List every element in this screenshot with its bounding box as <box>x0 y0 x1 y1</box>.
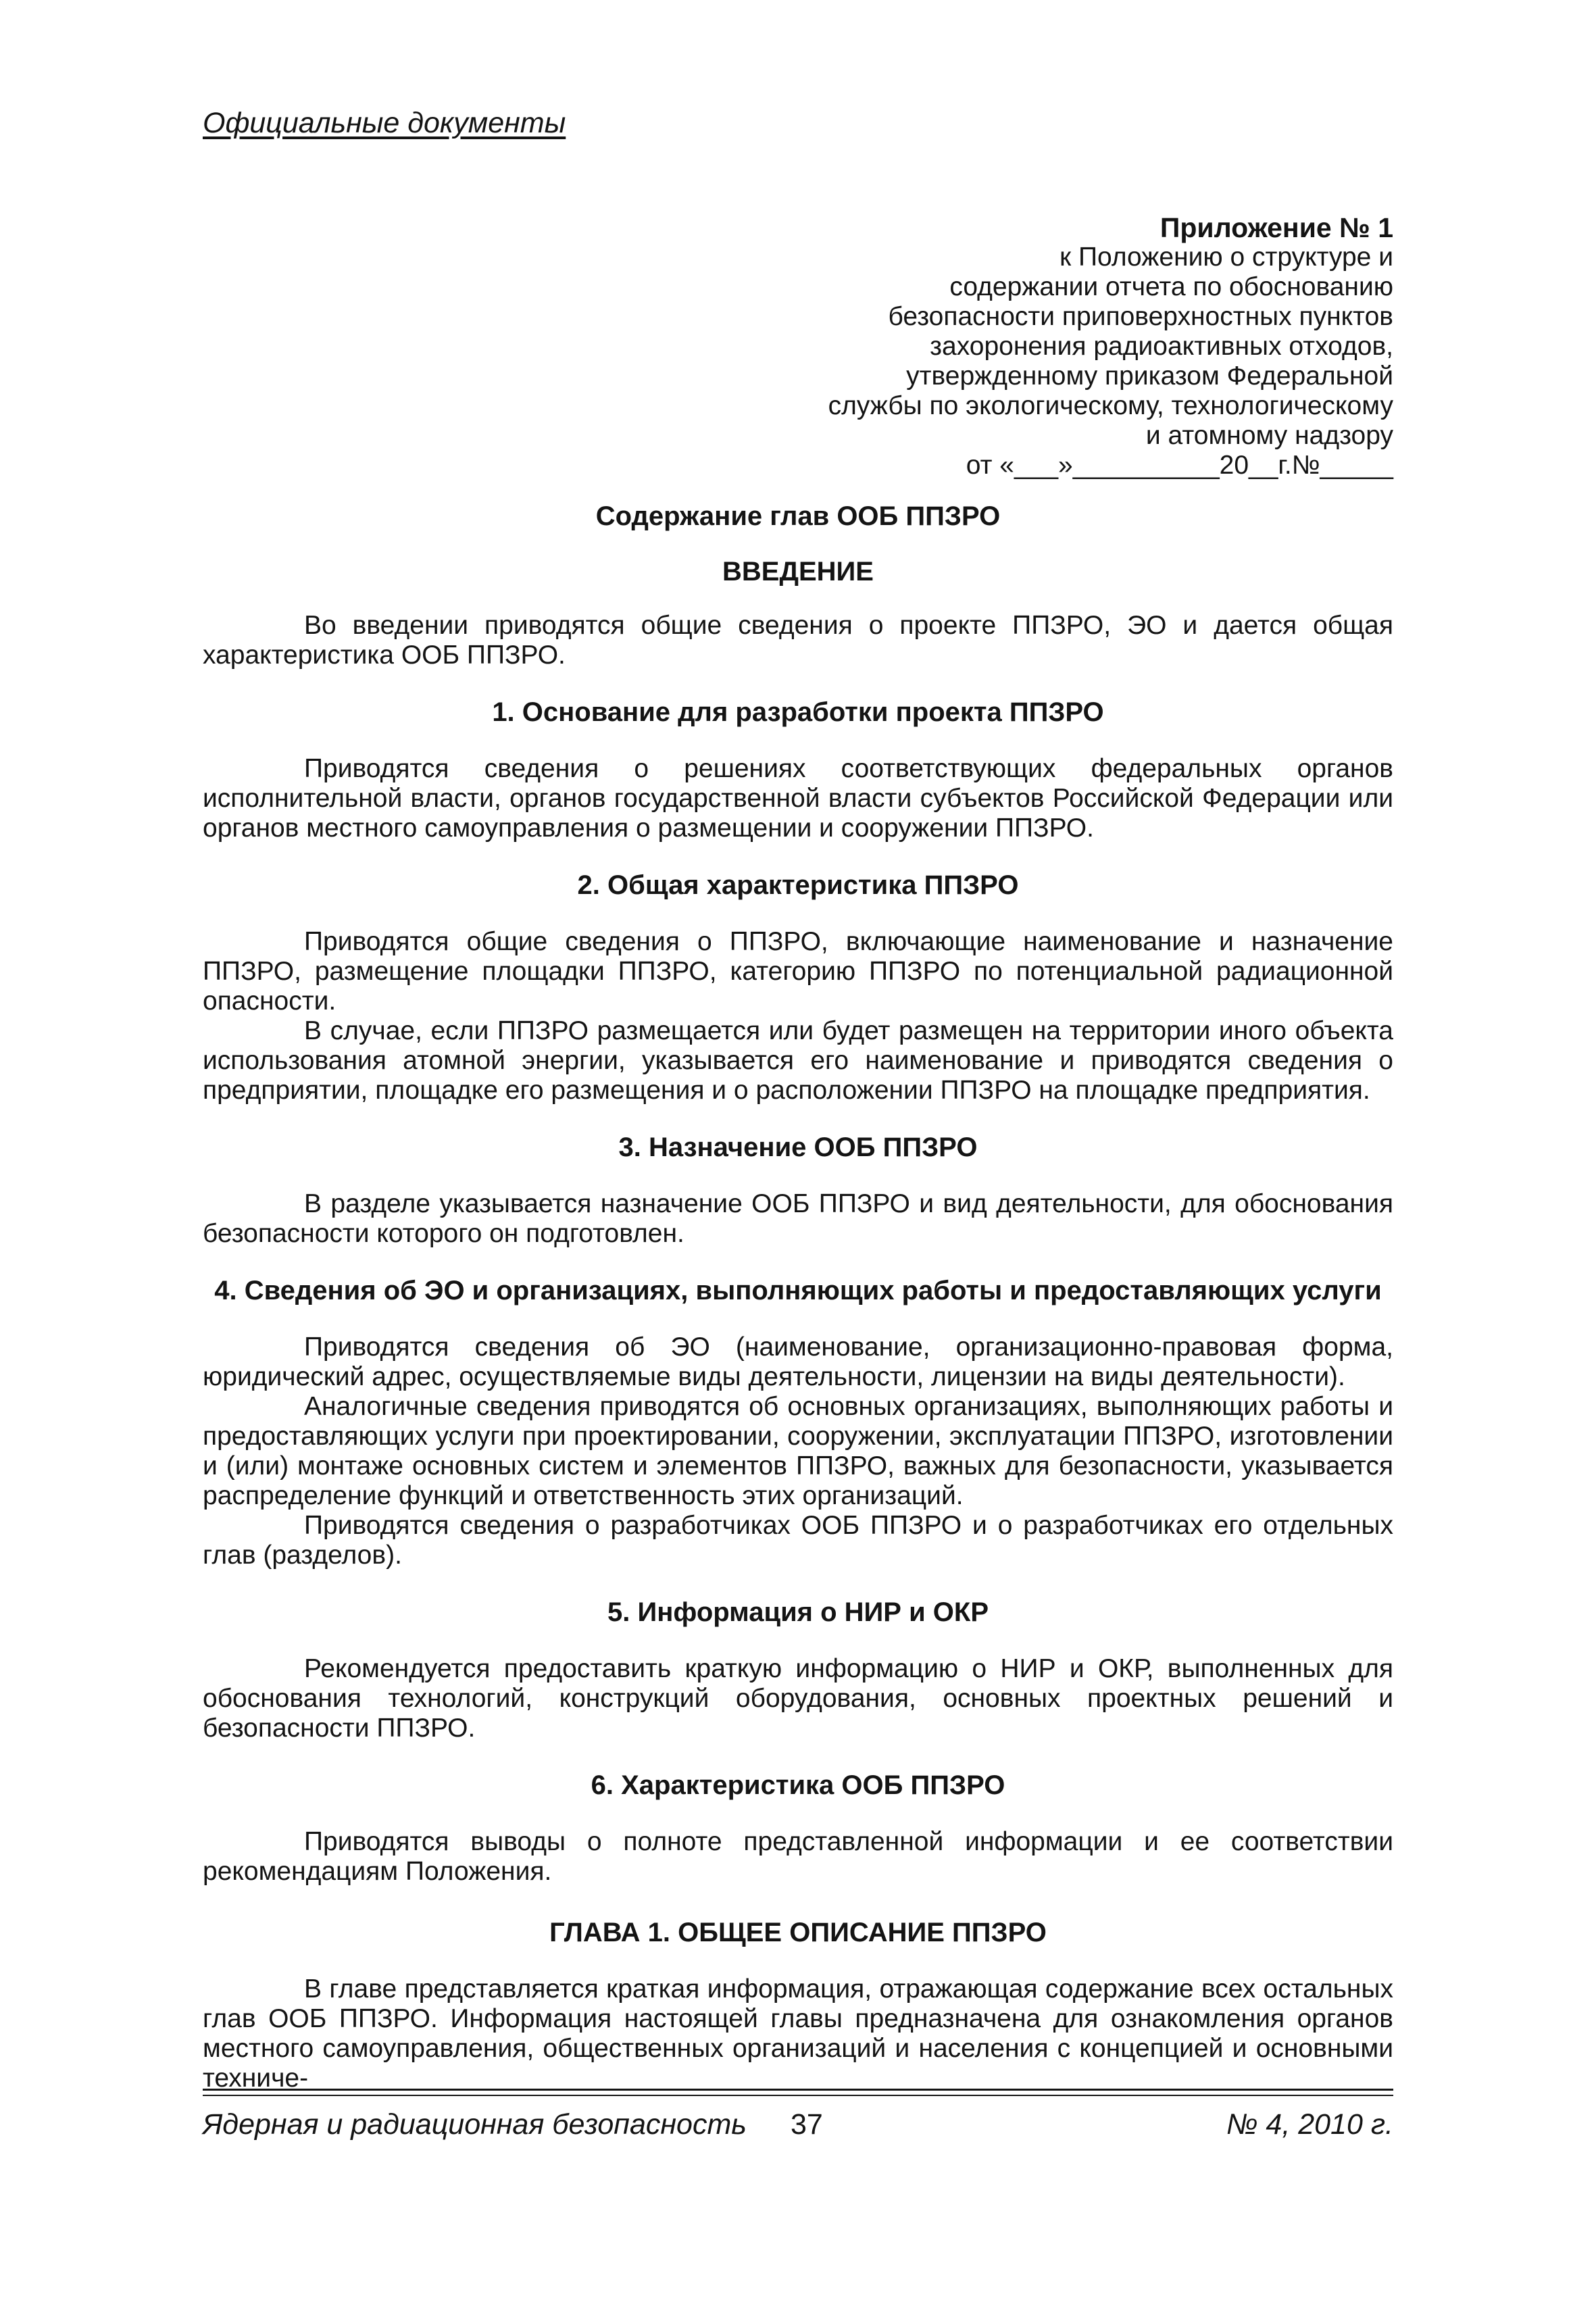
appendix-date-line: от «___»__________20__г.№_____ <box>966 451 1393 480</box>
issue-label: № 4, 2010 г. <box>1226 2108 1393 2141</box>
page-number: 37 <box>791 2108 823 2141</box>
appendix-line: службы по экологическому, технологическому <box>828 391 1393 420</box>
document-body <box>203 500 1393 2093</box>
appendix-line: к Положению о структуре и <box>1059 243 1393 272</box>
section-4-paragraph: Приводятся сведения о разработчиках ООБ ППЗРО и о разработчиках его отдельных глав (разделов). <box>203 1511 1393 1570</box>
appendix-line: и атомному надзору <box>1145 421 1393 450</box>
section-3-paragraph: В разделе указывается назначение ООБ ППЗРО и вид деятельности, для обоснования безопасности которого он подготовлен. <box>203 1189 1393 1248</box>
appendix-block <box>582 213 1393 480</box>
section-4-heading: 4. Сведения об ЭО и организациях, выполняющих работы и предоставляющих услуги <box>214 1276 1382 1305</box>
section-3-heading: 3. Назначение ООБ ППЗРО <box>618 1132 978 1162</box>
section-5-paragraph: Рекомендуется предоставить краткую информацию о НИР и ОКР, выполненных для обоснования технологий, конструкций оборудования, основных проектных решений и безопасности ППЗРО. <box>203 1654 1393 1743</box>
section-2-heading: 2. Общая характеристика ППЗРО <box>577 870 1019 900</box>
section-4-paragraph: Приводятся сведения об ЭО (наименование, организационно-правовая форма, юридический адрес, осуществляемые виды деятельности, лицензии на виды деятельности). <box>203 1333 1393 1391</box>
section-4-paragraph: Аналогичные сведения приводятся об основных организациях, выполняющих работы и предоставляющих услуги при проектировании, сооружении, эксплуатации ППЗРО, изготовлении и (или) монтаже основных систем и элементов ППЗРО, важных для безопасности, указывается распределение функций и ответственность этих организаций. <box>203 1392 1393 1510</box>
section-2-paragraph: Приводятся общие сведения о ППЗРО, включающие наименование и назначение ППЗРО, размещение площадки ППЗРО, категорию ППЗРО по потенциальной радиационной опасности. <box>203 927 1393 1016</box>
section-1-paragraph: Приводятся сведения о решениях соответствующих федеральных органов исполнительной власти, органов государственной власти субъектов Российской Федерации или органов местного самоуправления о размещении и сооружении ППЗРО. <box>203 754 1393 843</box>
appendix-line: утвержденному приказом Федеральной <box>906 362 1393 391</box>
section-2-paragraph: В случае, если ППЗРО размещается или будет размещен на территории иного объекта использования атомной энергии, указывается его наименование и приводятся сведения о предприятии, площадке его размещения и о расположении ППЗРО на площадке предприятия. <box>203 1016 1393 1105</box>
intro-heading: ВВЕДЕНИЕ <box>722 557 874 587</box>
footer-divider <box>203 2089 1393 2091</box>
appendix-title: Приложение № 1 <box>1159 212 1393 243</box>
contents-title: Содержание глав ООБ ППЗРО <box>595 501 1001 531</box>
journal-name: Ядерная и радиационная безопасность <box>203 2108 747 2141</box>
intro-paragraph: Во введении приводятся общие сведения о проекте ППЗРО, ЭО и дается общая характеристика ООБ ППЗРО. <box>203 611 1393 670</box>
section-1-heading: 1. Основание для разработки проекта ППЗРО <box>492 697 1104 727</box>
appendix-line: захоронения радиоактивных отходов, <box>930 332 1393 361</box>
appendix-line: безопасности приповерхностных пунктов <box>888 302 1393 331</box>
section-6-paragraph: Приводятся выводы о полноте представленной информации и ее соответствии рекомендациям Положения. <box>203 1827 1393 1886</box>
section-5-heading: 5. Информация о НИР и ОКР <box>607 1597 989 1627</box>
chapter-1-heading: ГЛАВА 1. ОБЩЕЕ ОПИСАНИЕ ППЗРО <box>549 1918 1047 1947</box>
appendix-line: содержании отчета по обоснованию <box>949 272 1393 301</box>
chapter-1-paragraph: В главе представляется краткая информация, отражающая содержание всех остальных глав ООБ ППЗРО. Информация настоящей главы предназначена для ознакомления органов местного самоуправления, общественных организаций и населения с концепцией и основными техниче- <box>203 1974 1393 2093</box>
running-header: Официальные документы <box>203 107 566 139</box>
section-6-heading: 6. Характеристика ООБ ППЗРО <box>591 1770 1005 1800</box>
footer-divider <box>203 2095 1393 2096</box>
